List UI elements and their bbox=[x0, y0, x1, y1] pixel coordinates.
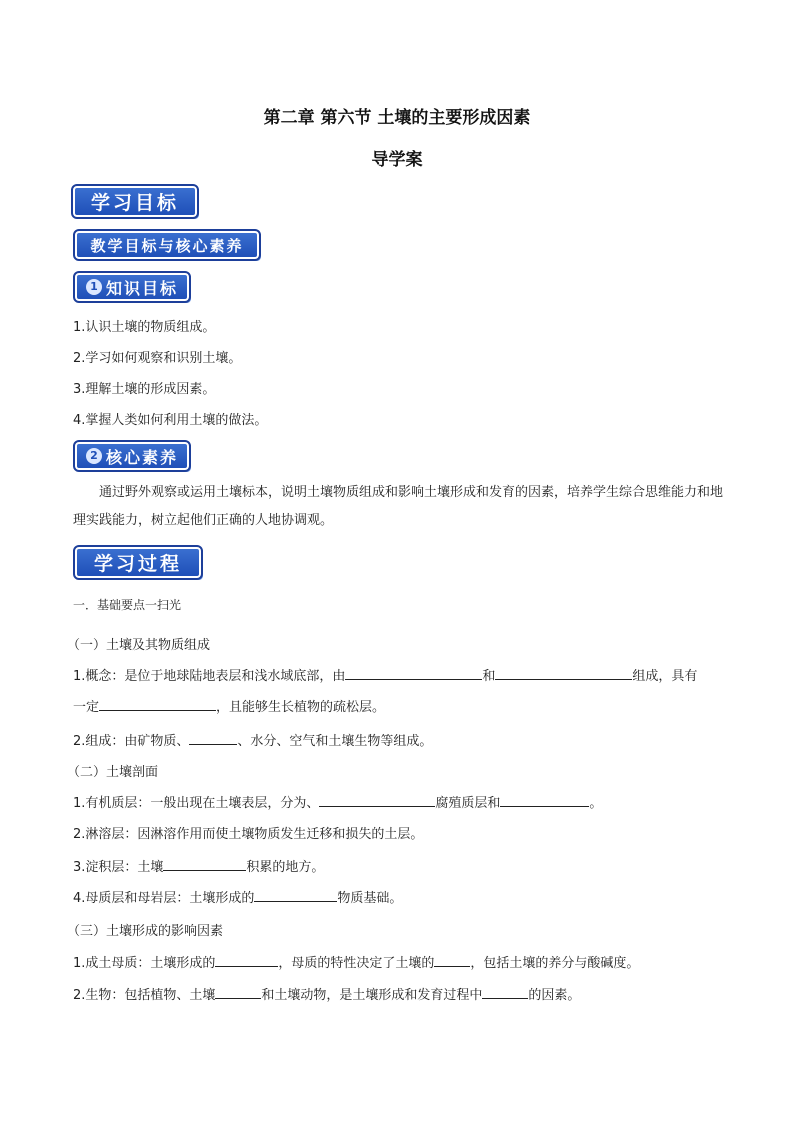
learning-goals-label: 学习目标 bbox=[90, 192, 179, 214]
profile-leaching-layer: 2.淋溶层：因淋溶作用而使土壤物质发生迁移和损失的土层。 bbox=[73, 827, 424, 842]
learning-process-banner bbox=[75, 547, 201, 578]
knowledge-goals-label: 知识目标 bbox=[105, 278, 178, 298]
fill-blank[interactable] bbox=[189, 732, 237, 745]
knowledge-goal-item: 2.学习如何观察和识别土壤。 bbox=[73, 351, 242, 366]
teaching-goals-label: 教学目标与核心素养 bbox=[90, 236, 244, 255]
subsection-heading: （三）土壤形成的影响因素 bbox=[67, 924, 224, 939]
fill-blank[interactable] bbox=[434, 954, 470, 967]
subsection-heading: （二）土壤剖面 bbox=[67, 765, 159, 780]
factor-parent-material: 1.成土母质：土壤形成的 ，母质的特性决定了土壤的 ，包括土壤的养分与酸碱度。 bbox=[73, 956, 640, 971]
fill-blank[interactable] bbox=[215, 986, 261, 999]
question-composition: 2.组成：由矿物质、 、水分、空气和土壤生物等组成。 bbox=[73, 734, 433, 749]
knowledge-goal-item: 4.掌握人类如何利用土壤的做法。 bbox=[73, 413, 268, 428]
fill-blank[interactable] bbox=[482, 986, 528, 999]
document-subtitle: 导学案 bbox=[371, 150, 423, 170]
core-literacy-banner bbox=[75, 442, 189, 470]
knowledge-number-badge: 1 bbox=[86, 279, 102, 295]
factor-biology: 2.生物：包括植物、土壤 和土壤动物，是土壤形成和发育过程中 的因素。 bbox=[73, 988, 581, 1003]
fill-blank[interactable] bbox=[500, 794, 589, 807]
teaching-goals-banner bbox=[75, 231, 259, 259]
profile-parent-material-layer: 4.母质层和母岩层：土壤形成的 物质基础。 bbox=[73, 891, 403, 906]
fill-blank[interactable] bbox=[254, 889, 337, 902]
core-literacy-paragraph: 通过野外观察或运用土壤标本，说明土壤物质组成和影响土壤形成和发育的因素，培养学生综合思维能力和地理实践能力，树立起他们正确的人地协调观。 bbox=[73, 485, 724, 528]
profile-organic-layer: 1.有机质层：一般出现在土壤表层，分为、 腐殖质层和 。 bbox=[73, 796, 603, 811]
question-concept-line1: 1.概念：是位于地球陆地表层和浅水域底部，由 和 组成，具有 bbox=[73, 669, 698, 684]
knowledge-goals-banner bbox=[75, 273, 189, 301]
knowledge-goal-item: 3.理解土壤的形成因素。 bbox=[73, 382, 216, 397]
question-concept-line2: 一定 ，且能够生长植物的疏松层。 bbox=[73, 700, 386, 715]
fill-blank[interactable] bbox=[345, 667, 482, 680]
fill-blank[interactable] bbox=[319, 794, 435, 807]
knowledge-goal-item: 1.认识土壤的物质组成。 bbox=[73, 320, 216, 335]
document-title: 第二章 第六节 土壤的主要形成因素 bbox=[263, 108, 531, 128]
fill-blank[interactable] bbox=[99, 698, 216, 711]
subsection-heading: （一）土壤及其物质组成 bbox=[67, 638, 211, 653]
fill-blank[interactable] bbox=[495, 667, 632, 680]
section-heading: 一．基础要点一扫光 bbox=[73, 598, 182, 612]
literacy-number-badge: 2 bbox=[86, 448, 102, 464]
profile-deposition-layer: 3.淀积层：土壤 积累的地方。 bbox=[73, 860, 325, 875]
fill-blank[interactable] bbox=[215, 954, 278, 967]
core-literacy-label: 核心素养 bbox=[105, 447, 178, 467]
fill-blank[interactable] bbox=[163, 858, 246, 871]
learning-process-label: 学习过程 bbox=[93, 553, 182, 575]
learning-goals-banner bbox=[73, 186, 197, 217]
